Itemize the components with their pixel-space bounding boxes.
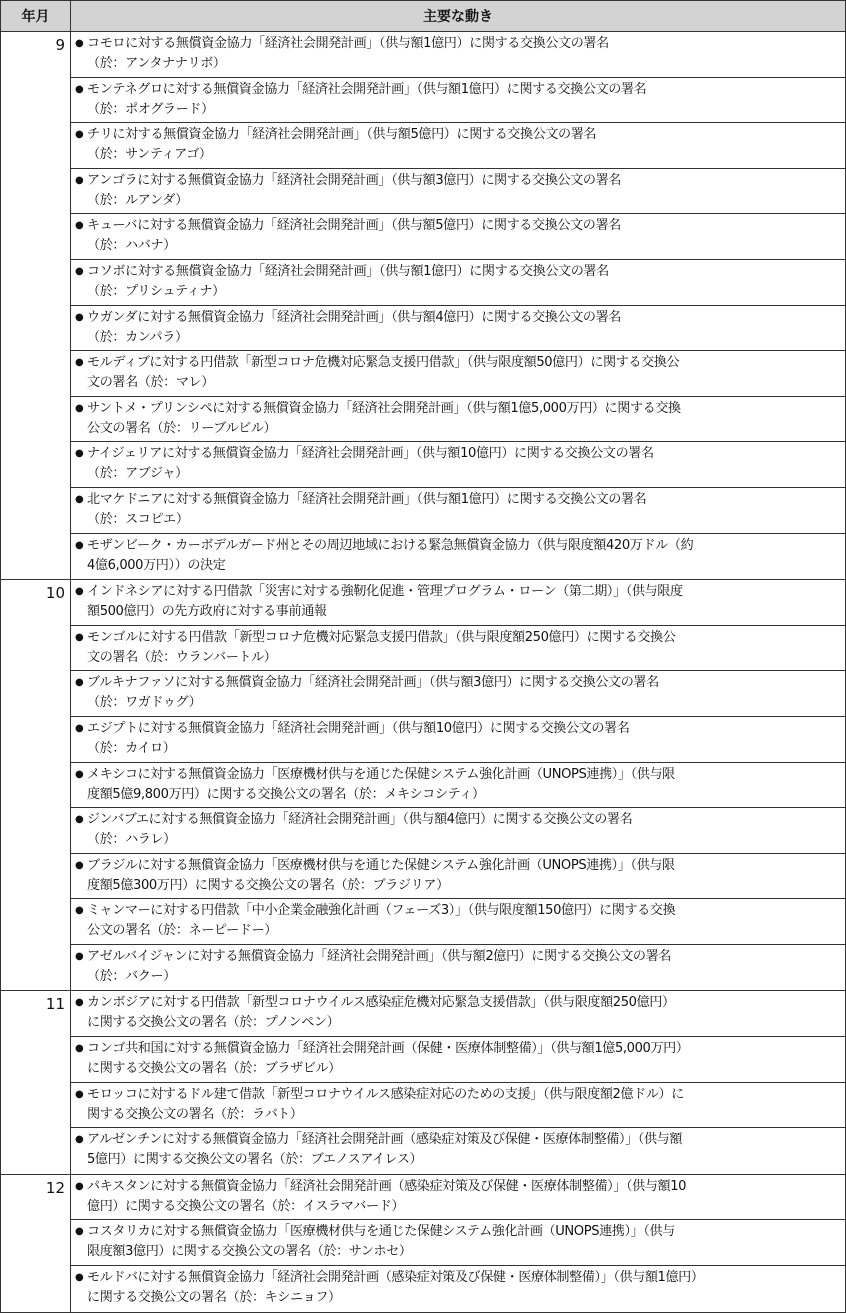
event-text-line: （於：ワガドゥグ） bbox=[87, 695, 202, 711]
event-item bbox=[71, 260, 845, 306]
event-text-line: に関する交換公文の署名（於：キシニョフ） bbox=[87, 1290, 341, 1306]
event-text-line: （於：カンパラ） bbox=[87, 329, 188, 345]
event-item bbox=[71, 442, 845, 488]
event-text-line: （於：スコピエ） bbox=[87, 511, 189, 527]
event-text-line: （於：ハバナ） bbox=[87, 238, 176, 254]
bullet-icon: ● bbox=[75, 402, 84, 414]
event-text-line: に関する交換公文の署名（於：ブラザビル） bbox=[87, 1061, 341, 1077]
table-body bbox=[1, 32, 846, 1313]
event-text bbox=[87, 536, 841, 580]
event-item bbox=[71, 306, 845, 352]
bullet-icon: ● bbox=[75, 1272, 84, 1284]
bullet-icon: ● bbox=[75, 129, 84, 141]
event-text-line: 公文の署名（於：ネーピードー） bbox=[87, 923, 277, 939]
event-text bbox=[87, 719, 841, 762]
event-text-line: 億円）に関する交換公文の署名（於：イスラマバード） bbox=[87, 1198, 405, 1214]
event-item bbox=[71, 169, 845, 215]
month-row bbox=[1, 991, 846, 1174]
event-text bbox=[87, 490, 841, 533]
event-item bbox=[71, 123, 845, 169]
event-text bbox=[87, 947, 841, 991]
event-text-line: （於：バクー） bbox=[87, 968, 176, 984]
event-text bbox=[87, 171, 841, 214]
event-item bbox=[71, 626, 845, 672]
event-text-line: コンゴ共和国に対する無償資金協力「経済社会開発計画（保健・医療体制整備）」（供与額1億5,000万円） bbox=[87, 1041, 689, 1057]
event-text bbox=[87, 1177, 841, 1220]
event-text bbox=[87, 1222, 841, 1265]
month-cell: 10 bbox=[1, 580, 71, 991]
event-text bbox=[87, 353, 841, 396]
event-text-line: 文の署名（於：ウランバートル） bbox=[87, 649, 277, 665]
bullet-icon: ● bbox=[75, 311, 84, 323]
event-item bbox=[71, 78, 845, 124]
bullet-icon: ● bbox=[75, 586, 84, 598]
event-text-line: アルゼンチンに対する無償資金協力「経済社会開発計画（感染症対策及び保健・医療体制整備）」（供与額 bbox=[87, 1132, 683, 1148]
event-item bbox=[71, 808, 845, 854]
events-cell bbox=[71, 32, 846, 580]
event-item bbox=[71, 717, 845, 763]
bullet-icon: ● bbox=[75, 814, 84, 826]
bullet-icon: ● bbox=[75, 1180, 84, 1192]
month-row bbox=[1, 580, 846, 991]
event-item bbox=[71, 214, 845, 260]
bullet-icon: ● bbox=[75, 83, 84, 95]
events-cell bbox=[71, 580, 846, 991]
event-text-line: 公文の署名（於：リーブルビル） bbox=[87, 420, 277, 436]
bullet-icon: ● bbox=[75, 539, 84, 551]
event-text-line: サントメ・プリンシペに対する無償資金協力「経済社会開発計画」（供与額1億5,000万円）に関する交換 bbox=[87, 400, 681, 416]
events-cell bbox=[71, 1174, 846, 1312]
event-text bbox=[87, 1085, 841, 1128]
event-text-line: （於：ルアンダ） bbox=[87, 192, 188, 208]
event-text bbox=[87, 628, 841, 671]
event-text bbox=[87, 125, 841, 168]
bullet-icon: ● bbox=[75, 768, 84, 780]
event-text bbox=[87, 34, 841, 77]
event-text-line: メキシコに対する無償資金協力「医療機材供与を通じた保健システム強化計画（UNOPS連携）」（供与限 bbox=[87, 766, 675, 782]
event-text-line: 限度額3億円）に関する交換公文の署名（於：サンホセ） bbox=[87, 1244, 412, 1260]
event-text-line: 文の署名（於：マレ） bbox=[87, 375, 214, 391]
event-text bbox=[87, 810, 841, 853]
event-text bbox=[87, 308, 841, 351]
event-text-line: （於：プリシュティナ） bbox=[87, 283, 225, 299]
event-item bbox=[71, 534, 845, 580]
event-text-line: （於：サンティアゴ） bbox=[87, 147, 212, 163]
event-text-line: コモロに対する無償資金協力「経済社会開発計画」（供与額1億円）に関する交換公文の署名 bbox=[87, 36, 609, 51]
event-text bbox=[87, 856, 841, 899]
bullet-icon: ● bbox=[75, 493, 84, 505]
event-text bbox=[87, 582, 841, 625]
event-text-line: カンボジアに対する円借款「新型コロナウイルス感染症危機対応緊急支援借款」（供与限度額250億円） bbox=[87, 995, 675, 1011]
events-cell bbox=[71, 991, 846, 1174]
event-text-line: 5億円）に関する交換公文の署名（於：ブエノスアイレス） bbox=[87, 1152, 423, 1168]
event-text-line: ブルキナファソに対する無償資金協力「経済社会開発計画」（供与額3億円）に関する交換公文の署名 bbox=[87, 675, 659, 691]
event-text-line: キューバに対する無償資金協力「経済社会開発計画」（供与額5億円）に関する交換公文の署名 bbox=[87, 218, 621, 234]
event-text-line: （於：アブジャ） bbox=[87, 466, 188, 482]
event-text bbox=[87, 216, 841, 259]
event-text bbox=[87, 444, 841, 487]
event-item bbox=[71, 1083, 845, 1129]
event-item bbox=[71, 32, 845, 78]
event-text-line: モルドバに対する無償資金協力「経済社会開発計画（感染症対策及び保健・医療体制整備）」（供与額1億円） bbox=[87, 1270, 704, 1286]
event-text-line: ブラジルに対する無償資金協力「医療機材供与を通じた保健システム強化計画（UNOPS連携）」（供与限 bbox=[87, 857, 675, 873]
event-text bbox=[87, 993, 841, 1036]
event-text-line: パキスタンに対する無償資金協力「経済社会開発計画（感染症対策及び保健・医療体制整備）」（供与額10 bbox=[87, 1178, 687, 1194]
event-text-line: ミャンマーに対する円借款「中小企業金融強化計画（フェーズ3）」（供与限度額150億円）に関する交換 bbox=[87, 903, 676, 919]
event-item bbox=[71, 351, 845, 397]
bullet-icon: ● bbox=[75, 950, 84, 962]
event-item bbox=[71, 945, 845, 991]
event-text-line: モロッコに対するドル建て借款「新型コロナウイルス感染症対応のための支援」（供与限度額2億ドル）に bbox=[87, 1086, 684, 1102]
event-item bbox=[71, 899, 845, 945]
event-text-line: モルディブに対する円借款「新型コロナ危機対応緊急支援円借款」（供与限度額50億円）に関する交換公 bbox=[87, 355, 680, 371]
event-text-line: モンテネグロに対する無償資金協力「経済社会開発計画」（供与額1億円）に関する交換公文の署名 bbox=[87, 81, 647, 97]
bullet-icon: ● bbox=[75, 1134, 84, 1146]
header-events: 主要な動き bbox=[71, 1, 846, 32]
event-text bbox=[87, 399, 841, 442]
event-text bbox=[87, 262, 841, 305]
event-text bbox=[87, 673, 841, 716]
event-text-line: （於：カイロ） bbox=[87, 740, 176, 756]
bullet-icon: ● bbox=[75, 38, 84, 49]
event-text-line: コスタリカに対する無償資金協力「医療機材供与を通じた保健システム強化計画（UNOPS連携）」（供与 bbox=[87, 1224, 675, 1240]
month-cell: 12 bbox=[1, 1174, 71, 1312]
event-text-line: 北マケドニアに対する無償資金協力「経済社会開発計画」（供与額1億円）に関する交換公文の署名 bbox=[87, 491, 647, 507]
month-row bbox=[1, 32, 846, 580]
event-item bbox=[71, 1266, 845, 1312]
event-text-line: 額500億円）の先方政府に対する事前通報 bbox=[87, 604, 327, 620]
bullet-icon: ● bbox=[75, 1226, 84, 1238]
event-text-line: インドネシアに対する円借款「災害に対する強靭化促進・管理プログラム・ローン（第二期）」（供与限度 bbox=[87, 584, 683, 600]
event-text-line: エジプトに対する無償資金協力「経済社会開発計画」（供与額10億円）に関する交換公文の署名 bbox=[87, 720, 630, 736]
event-text bbox=[87, 1039, 841, 1082]
event-text-line: 度額5億9,800万円）に関する交換公文の署名（於：メキシコシティ） bbox=[87, 786, 485, 802]
bullet-icon: ● bbox=[75, 905, 84, 917]
bullet-icon: ● bbox=[75, 997, 84, 1009]
event-text-line: モンゴルに対する円借款「新型コロナ危機対応緊急支援円借款」（供与限度額250億円）に関する交換公 bbox=[87, 629, 676, 645]
event-item bbox=[71, 488, 845, 534]
event-text-line: 度額5億300万円）に関する交換公文の署名（於：ブラジリア） bbox=[87, 877, 449, 893]
bullet-icon: ● bbox=[75, 448, 84, 460]
event-text-line: ウガンダに対する無償資金協力「経済社会開発計画」（供与額4億円）に関する交換公文の署名 bbox=[87, 309, 621, 325]
event-text-line: アンゴラに対する無償資金協力「経済社会開発計画」（供与額3億円）に関する交換公文の署名 bbox=[87, 172, 621, 188]
event-text bbox=[87, 80, 841, 123]
event-text-line: 4億6,000万円））の決定 bbox=[87, 557, 226, 573]
event-item bbox=[71, 763, 845, 809]
event-text bbox=[87, 765, 841, 808]
event-text-line: （於：ポオグラード） bbox=[87, 101, 214, 117]
month-cell: 11 bbox=[1, 991, 71, 1174]
event-item bbox=[71, 1175, 845, 1221]
event-item bbox=[71, 991, 845, 1037]
month-cell: 9 bbox=[1, 32, 71, 580]
event-text bbox=[87, 1130, 841, 1174]
event-text bbox=[87, 1268, 841, 1312]
event-text-line: コソボに対する無償資金協力「経済社会開発計画」（供与額1億円）に関する交換公文の署名 bbox=[87, 263, 609, 279]
bullet-icon: ● bbox=[75, 357, 84, 369]
event-item bbox=[71, 671, 845, 717]
bullet-icon: ● bbox=[75, 1088, 84, 1100]
month-row bbox=[1, 1174, 846, 1312]
event-text-line: （於：ハラレ） bbox=[87, 832, 176, 848]
event-text-line: ナイジェリアに対する無償資金協力「経済社会開発計画」（供与額10億円）に関する交換公文の署名 bbox=[87, 446, 654, 462]
event-text-line: チリに対する無償資金協力「経済社会開発計画」（供与額5億円）に関する交換公文の署名 bbox=[87, 127, 597, 143]
event-text-line: ジンバブエに対する無償資金協力「経済社会開発計画」（供与額4億円）に関する交換公文の署名 bbox=[87, 812, 633, 828]
bullet-icon: ● bbox=[75, 859, 84, 871]
bullet-icon: ● bbox=[75, 631, 84, 643]
event-item bbox=[71, 580, 845, 626]
event-item bbox=[71, 1128, 845, 1174]
event-text-line: アゼルバイジャンに対する無償資金協力「経済社会開発計画」（供与額2億円）に関する交換公文の署名 bbox=[87, 948, 671, 964]
bullet-icon: ● bbox=[75, 677, 84, 689]
event-item bbox=[71, 397, 845, 443]
event-item bbox=[71, 854, 845, 900]
event-item bbox=[71, 1220, 845, 1266]
bullet-icon: ● bbox=[75, 220, 84, 232]
bullet-icon: ● bbox=[75, 265, 84, 277]
bullet-icon: ● bbox=[75, 722, 84, 734]
event-text-line: に関する交換公文の署名（於：プノンペン） bbox=[87, 1015, 340, 1031]
header-month: 年月 bbox=[1, 1, 71, 32]
event-text-line: モザンビーク・カーボデルガード州とその周辺地域における緊急無償資金協力（供与限度額420万ドル（約 bbox=[87, 537, 694, 553]
event-item bbox=[71, 1037, 845, 1083]
event-text bbox=[87, 901, 841, 944]
header-row bbox=[1, 1, 846, 32]
bullet-icon: ● bbox=[75, 1043, 84, 1055]
bullet-icon: ● bbox=[75, 174, 84, 186]
event-text-line: （於：アンタナナリボ） bbox=[87, 56, 226, 71]
event-text-line: 関する交換公文の署名（於：ラバト） bbox=[87, 1106, 303, 1122]
